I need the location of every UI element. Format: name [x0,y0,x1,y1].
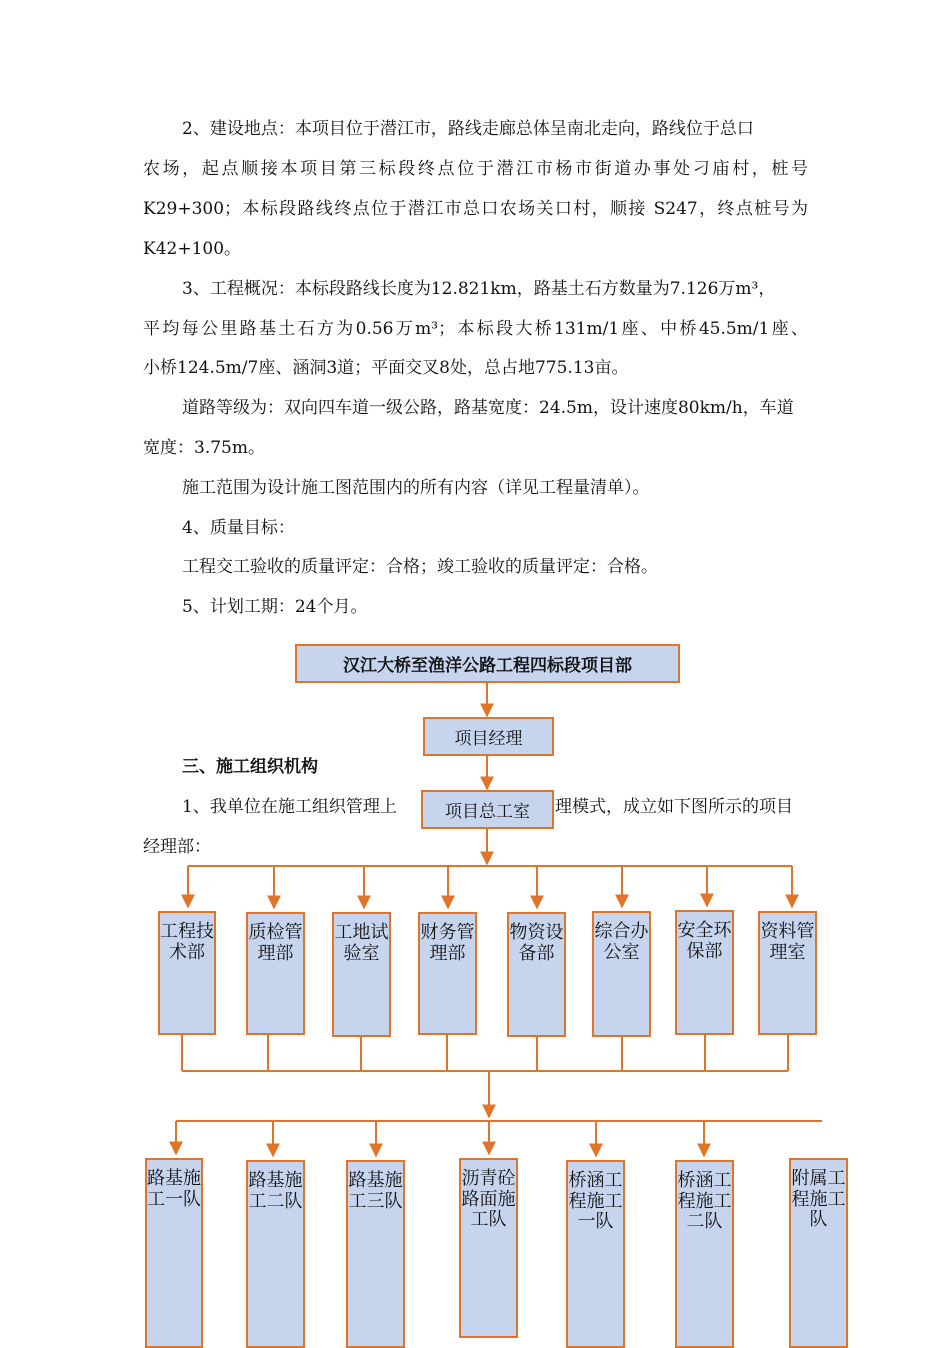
team-box-bridge-2 [675,1160,734,1348]
paragraph-schedule: 5、计划工期：24个月。 [182,597,368,617]
paragraph-location-line-1: 2、建设地点：本项目位于潜江市，路线走廊总体呈南北走向，路线位于总口 [182,119,754,139]
dept-label: 财务管理部 [420,922,475,964]
dept-label: 物资设备部 [509,922,564,964]
team-label: 路基施工一队 [147,1168,201,1210]
paragraph-scope: 施工范围为设计施工图范围内的所有内容（详见工程量清单）。 [182,478,650,498]
dept-box-documents [758,911,817,1035]
dept-box-materials [507,912,566,1037]
section-heading: 三、施工组织机构 [182,757,318,777]
paragraph-location-line-2: 农场，起点顺接本项目第三标段终点位于潜江市杨市街道办事处刁庙村，桩号 [143,159,808,179]
team-box-ancillary [789,1158,848,1348]
team-box-subgrade-1 [145,1158,203,1348]
dept-box-lab [332,912,391,1037]
paragraph-location-line-4: K42+100。 [143,239,242,259]
dept-box-finance [418,912,477,1035]
dept-box-quality [246,912,305,1035]
paragraph-location-line-3: K29+300；本标段路线终点位于潜江市总口农场关口村，顺接 S247，终点桩号为 [143,199,808,219]
paragraph-quality: 工程交工验收的质量评定：合格；竣工验收的质量评定：合格。 [182,557,658,577]
paragraph-quality-heading: 4、质量目标： [182,518,295,538]
team-label: 路基施工二队 [248,1170,303,1212]
dept-label: 综合办公室 [594,921,649,963]
dept-box-safety [675,910,734,1035]
paragraph-road-grade-line-1: 道路等级为：双向四车道一级公路，路基宽度：24.5m，设计速度80km/h，车道 [182,398,794,418]
paragraph-overview-line-3: 小桥124.5m/7座、涵洞3道；平面交叉8处，总占地775.13亩。 [143,358,629,378]
paragraph-org-line-2: 经理部： [143,837,211,857]
team-box-subgrade-2 [246,1160,305,1348]
team-box-bridge-1 [566,1160,625,1348]
team-label: 附属工程施工队 [791,1168,846,1230]
dept-box-office [592,911,651,1037]
dept-label: 工程技术部 [160,921,214,963]
dept-label: 工地试验室 [334,922,389,964]
dept-label: 安全环保部 [677,920,732,962]
paragraph-road-grade-line-2: 宽度：3.75m。 [143,438,265,458]
team-label: 沥青砼路面施工队 [461,1168,516,1230]
team-label: 桥涵工程施工二队 [677,1170,732,1232]
paragraph-overview-line-2: 平均每公里路基土石方为0.56万m³；本标段大桥131m/1座、中桥45.5m/1座、 [143,319,808,339]
org-top-box: 汉江大桥至渔洋公路工程四标段项目部 [295,644,680,683]
dept-label: 资料管理室 [760,921,815,963]
dept-box-engineering [158,911,216,1035]
dept-label: 质检管理部 [248,922,303,964]
team-box-asphalt [459,1158,518,1338]
org-manager-box: 项目经理 [423,717,554,756]
paragraph-org-line-1-right: 理模式，成立如下图所示的项目 [555,797,793,817]
team-box-subgrade-3 [346,1160,405,1348]
paragraph-org-line-1-left: 1、我单位在施工组织管理上 [182,797,397,817]
team-label: 桥涵工程施工一队 [568,1170,623,1232]
paragraph-overview-line-1: 3、工程概况：本标段路线长度为12.821km，路基土石方数量为7.126万m³， [182,279,776,299]
team-label: 路基施工三队 [348,1170,403,1212]
org-chief-engineer-box: 项目总工室 [421,790,554,829]
